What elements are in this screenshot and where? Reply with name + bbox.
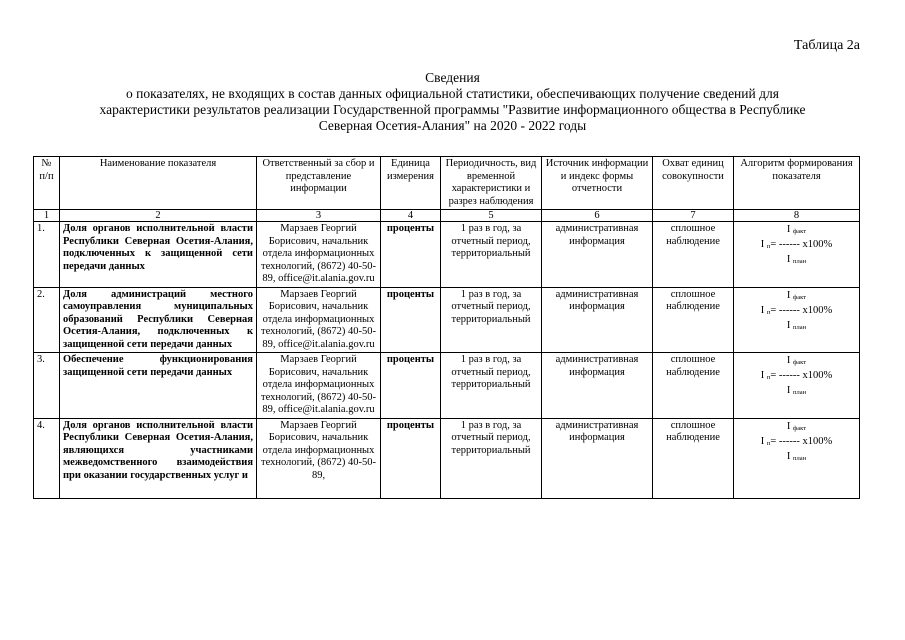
formula-bot: I xyxy=(786,450,791,462)
title-line-4: Северная Осетия-Алания" на 2020 - 2022 годы xyxy=(318,118,587,133)
formula-top: I xyxy=(786,224,791,235)
header-unit: Единица измерения xyxy=(381,157,441,210)
column-number-row xyxy=(34,210,860,222)
coverage: сплошное наблюдение xyxy=(653,418,734,498)
formula-left-sub: п xyxy=(766,243,771,250)
col-number: 3 xyxy=(257,210,381,222)
formula-cell xyxy=(734,418,860,498)
coverage: сплошное наблюдение xyxy=(653,287,734,353)
indicators-table xyxy=(33,156,860,499)
col-number: 2 xyxy=(60,210,257,222)
table-row xyxy=(34,287,860,353)
row-num: 3. xyxy=(34,353,60,419)
table-row xyxy=(34,222,860,288)
formula-left: I xyxy=(760,435,765,447)
formula-left-sub: п xyxy=(766,439,771,447)
formula-bot-sub: план xyxy=(793,389,807,396)
responsible-person-text: Марзаев Георгий Борисович, начальник отдела информационных технологий, (8672) 40-50-89, xyxy=(261,419,376,481)
formula-mid: = ------ x100% xyxy=(770,370,833,381)
periodicity: 1 раз в год, за отчетный период, территориальный xyxy=(441,287,542,353)
formula-top-sub: факт xyxy=(793,228,807,235)
indicator-name: Доля администраций местного самоуправления муниципальных образований Республики Северная Осетия-Алания, подключенных к защищенной сети передачи данных xyxy=(60,287,257,353)
formula-left-sub: п xyxy=(766,308,771,316)
formula xyxy=(737,223,856,268)
row-num: 4. xyxy=(34,418,60,498)
row-num: 1. xyxy=(34,222,60,288)
periodicity: 1 раз в год, за отчетный период, территориальный xyxy=(441,418,542,498)
col-number: 4 xyxy=(381,210,441,222)
formula-top-sub: факт xyxy=(793,359,807,366)
formula-bot-sub: план xyxy=(793,258,807,265)
title-line-2: о показателях, не входящих в состав данных официальной статистики, обеспечивающих получение сведений для xyxy=(126,86,779,101)
header-source: Источник информации и индекс формы отчетности xyxy=(542,157,653,210)
coverage: сплошное наблюдение xyxy=(653,353,734,419)
row-num: 2. xyxy=(34,287,60,353)
formula xyxy=(737,289,856,334)
formula-cell xyxy=(734,222,860,288)
formula xyxy=(737,420,856,465)
indicator-name: Обеспечение функционирования защищенной сети передачи данных xyxy=(60,353,257,419)
formula-top-sub: факт xyxy=(793,293,807,301)
formula-top: I xyxy=(786,355,791,366)
responsible-person: Марзаев Георгий Борисович, начальник отдела информационных технологий, (8672) 40-50-89, office@it.alania.gov.ru xyxy=(257,353,381,419)
table-row xyxy=(34,418,860,498)
unit: проценты xyxy=(381,353,441,419)
formula-mid: = ------ x100% xyxy=(770,435,833,447)
info-source: административная информация xyxy=(542,287,653,353)
responsible-person: Марзаев Георгий Борисович, начальник отдела информационных технологий, (8672) 40-50-89, office@it.alania.gov.ru xyxy=(257,287,381,353)
header-algorithm: Алгоритм формирования показателя xyxy=(734,157,860,210)
title-line-1: Сведения xyxy=(425,70,480,85)
formula-left-sub: п xyxy=(766,374,771,381)
info-source: административная информация xyxy=(542,353,653,419)
responsible-person xyxy=(257,418,381,498)
formula-top: I xyxy=(786,420,791,432)
header-coverage: Охват единиц совокупности xyxy=(653,157,734,210)
formula-bot: I xyxy=(786,385,791,396)
table-row xyxy=(34,353,860,419)
col-number: 1 xyxy=(34,210,60,222)
info-source: административная информация xyxy=(542,418,653,498)
header-num: № п/п xyxy=(34,157,60,210)
col-number: 8 xyxy=(734,210,860,222)
unit: проценты xyxy=(381,222,441,288)
formula-cell xyxy=(734,287,860,353)
formula xyxy=(737,354,856,399)
formula-left: I xyxy=(760,370,765,381)
col-number: 6 xyxy=(542,210,653,222)
formula-left: I xyxy=(760,239,765,250)
unit: проценты xyxy=(381,287,441,353)
formula-mid: = ------ x100% xyxy=(770,304,833,316)
col-number: 7 xyxy=(653,210,734,222)
col-number: 5 xyxy=(441,210,542,222)
formula-bot: I xyxy=(786,319,791,331)
periodicity: 1 раз в год, за отчетный период, территориальный xyxy=(441,222,542,288)
formula-cell xyxy=(734,353,860,419)
unit: проценты xyxy=(381,418,441,498)
header-periodicity: Периодичность, вид временной характеристики и разрез наблюдения xyxy=(441,157,542,210)
header-responsible: Ответственный за сбор и представление информации xyxy=(257,157,381,210)
responsible-person: Марзаев Георгий Борисович, начальник отдела информационных технологий, (8672) 40-50-89, office@it.alania.gov.ru xyxy=(257,222,381,288)
formula-bot: I xyxy=(786,254,791,265)
indicator-name xyxy=(60,418,257,498)
formula-top-sub: факт xyxy=(793,424,807,432)
formula-bot-sub: план xyxy=(793,454,807,462)
document-title xyxy=(0,70,905,134)
indicator-name: Доля органов исполнительной власти Республики Северная Осетия-Алания, подключенных к защищенной сети передачи данных xyxy=(60,222,257,288)
indicator-name-text: Доля органов исполнительной власти Республики Северная Осетия-Алания, являющихся участниками межведомственного взаимодействия при оказании государственных услуг и xyxy=(63,419,253,481)
header-row xyxy=(34,157,860,210)
formula-mid: = ------ x100% xyxy=(770,239,833,250)
info-source: административная информация xyxy=(542,222,653,288)
formula-bot-sub: план xyxy=(793,323,807,331)
table-caption: Таблица 2а xyxy=(793,38,860,53)
formula-left: I xyxy=(760,304,765,316)
title-line-3: характеристики результатов реализации Государственной программы "Развитие информационного общества в Республике xyxy=(99,102,806,117)
periodicity: 1 раз в год, за отчетный период, территориальный xyxy=(441,353,542,419)
coverage: сплошное наблюдение xyxy=(653,222,734,288)
header-name: Наименование показателя xyxy=(60,157,257,210)
formula-top: I xyxy=(786,289,791,301)
